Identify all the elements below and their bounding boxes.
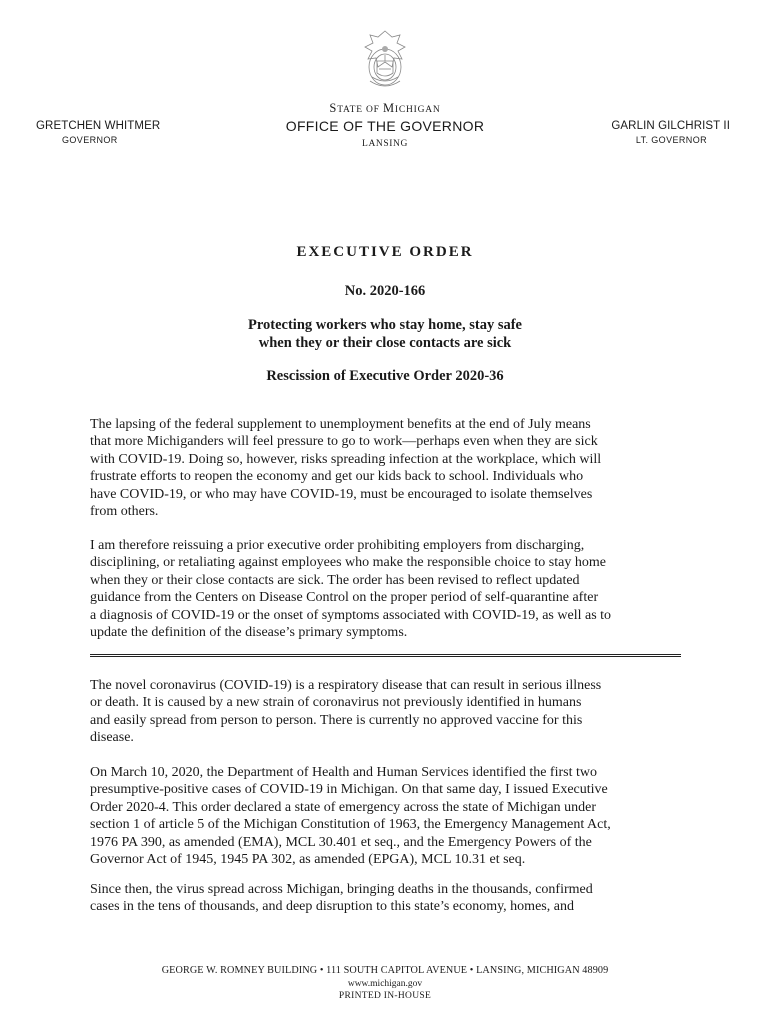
order-rescission: Rescission of Executive Order 2020-36: [266, 368, 504, 384]
governor-name: GRETCHEN WHITMER: [36, 120, 161, 132]
state-heading-part-2: ICHIGAN: [394, 105, 441, 115]
order-heading: EXECUTIVE ORDER: [296, 244, 474, 260]
body-paragraph-3: The novel coronavirus (COVID-19) is a respiratory disease that can result in serious illness or death. It is caused by a new strain of coronavirus not previously identified in humans and easily spread from person to person. There is currently no approved vaccine for this disease.: [90, 678, 602, 746]
state-heading-part: TATE OF: [337, 105, 383, 115]
lt-governor-title: LT. GOVERNOR: [635, 135, 707, 145]
order-subtitle-line-2: when they or their close contacts are sick: [258, 335, 512, 351]
state-heading-initial: S: [329, 101, 338, 115]
section-divider: [90, 654, 681, 657]
order-subtitle-line-1: Protecting workers who stay home, stay safe: [248, 317, 522, 333]
footer-address: GEORGE W. ROMNEY BUILDING • 111 SOUTH CAPITOL AVENUE • LANSING, MICHIGAN 48909: [161, 965, 609, 976]
body-paragraph-4: On March 10, 2020, the Department of Health and Human Services identified the first two presumptive-positive cases of COVID-19 in Michigan. On that same day, I issued Executive Order 2020-4. This order declared a state of emergency across the state of Michigan under section 1 of article 5 of the Michigan Constitution of 1963, the Emergency Management Act, 1976 PA 390, as amended (EMA), MCL 30.401 et seq., and the Emergency Powers of the Governor Act of 1945, 1945 PA 302, as amended (EPGA), MCL 10.31 et seq.: [90, 765, 611, 868]
footer-website: www.michigan.gov: [347, 979, 423, 989]
order-number: No. 2020-166: [344, 283, 426, 299]
office-title: OFFICE OF THE GOVERNOR: [285, 118, 485, 134]
city-label: LANSING: [362, 139, 408, 149]
state-of-michigan-heading: [0, 101, 770, 116]
state-seal-icon: [356, 27, 414, 93]
lt-governor-name: GARLIN GILCHRIST II: [611, 120, 730, 132]
body-paragraph-1: The lapsing of the federal supplement to unemployment benefits at the end of July means that more Michiganders will feel pressure to go to work—perhaps even when they are sick with COVID-19. Doing so, however, risks spreading infection at the workplace, which will frustrate efforts to reopen the economy and get our kids back to school. Individuals who have COVID-19, or who may have COVID-19, must be encouraged to isolate themselves from others.: [90, 417, 602, 520]
governor-title: GOVERNOR: [62, 135, 118, 145]
body-paragraph-5: Since then, the virus spread across Michigan, bringing deaths in the thousands, confirmed cases in the tens of thousands, and deep disruption to this state’s economy, homes, and: [90, 882, 593, 915]
footer-printed: PRINTED IN-HOUSE: [338, 991, 432, 1001]
body-paragraph-2: I am therefore reissuing a prior executive order prohibiting employers from discharging, disciplining, or retaliating against employees who make the responsible choice to stay home when they or their close contacts are sick. The order has been revised to reflect updated guidance from the Centers on Disease Control on the proper period of self-quarantine after a diagnosis of COVID-19 or the onset of symptoms associated with COVID-19, as well as to update the definition of the disease’s primary symptoms.: [90, 538, 612, 641]
order-subtitle: [0, 316, 770, 352]
state-heading-initial-2: M: [382, 101, 395, 115]
